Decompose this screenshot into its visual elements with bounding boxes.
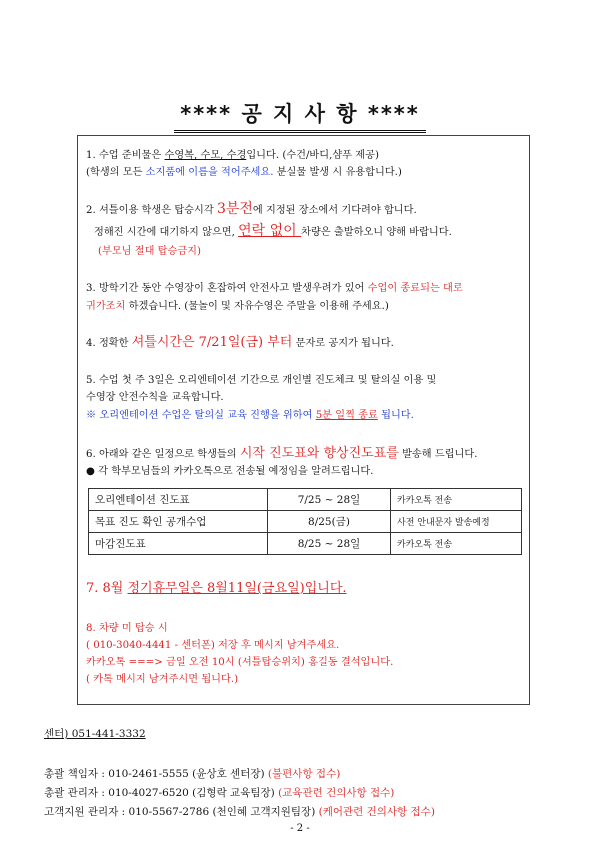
footer-line-2-note: (교육관련 건의사항 접수) <box>278 787 395 799</box>
item-8-line-4: ( 카톡 메시지 남겨주시면 됩니다.) <box>86 674 239 685</box>
schedule-date: 8/25 ~ 28일 <box>268 533 391 555</box>
footer-line-1 <box>44 766 340 781</box>
notice-box <box>77 135 530 705</box>
schedule-name: 오리엔테이션 진도표 <box>89 489 268 511</box>
item-3-text-d: 하겠습니다. (물놀이 및 자유수영은 주말을 이용해 주세요.) <box>125 301 389 312</box>
item-1-line-2 <box>86 166 402 180</box>
schedule-table <box>88 488 522 555</box>
item-1-text-a: 1. 수업 준비물은 <box>86 150 165 161</box>
schedule-date: 7/25 ~ 28일 <box>268 489 391 511</box>
item-6-text-c: 발송해 드립니다. <box>398 449 478 460</box>
page-title: **** 공 지 사 항 **** <box>174 98 426 133</box>
item-1-line-1 <box>86 149 379 163</box>
footer-line-1-text: 총괄 책임자 : 010-2461-5555 (윤상호 센터장) <box>44 768 268 780</box>
item-5-line-3 <box>86 409 414 423</box>
schedule-method: 카카오톡 전송 <box>391 489 522 511</box>
footer-line-1-note: (불편사항 접수) <box>267 768 341 780</box>
item-4-shuttle-date: 셔틀시간은 7/21일(금) 부터 <box>131 335 293 350</box>
schedule-method: 사전 안내문자 발송예정 <box>391 511 522 533</box>
table-row <box>89 511 522 533</box>
item-6-line-1 <box>86 447 477 462</box>
title-wrap <box>0 98 600 133</box>
item-4-text-a: 4. 정확한 <box>86 338 132 349</box>
item-5-text-e: 됩니다. <box>377 410 414 421</box>
item-3-text-a: 3. 방학기간 동안 수영장이 혼잡하여 안전사고 발생우려가 있어 <box>86 283 368 294</box>
item-1-text-d: (학생의 모든 <box>86 167 146 178</box>
item-7-line <box>86 582 347 597</box>
item-3-line-2 <box>86 300 389 314</box>
item-8-line-2: ( 010-3040-4441 - 센터폰) 저장 후 메시지 남겨주세요. <box>86 640 340 651</box>
footer-line-3-text: 고객지원 관리자 : 010-5567-2786 (천인혜 고객지원팀장) <box>44 806 319 818</box>
item-2-no-contact: 연락 없이 <box>238 223 302 239</box>
schedule-method: 카카오톡 전송 <box>391 533 522 555</box>
item-1-name-label-note: 소지품에 이름을 적어주세요. <box>145 167 274 178</box>
page-number: - 2 - <box>290 823 310 834</box>
table-row <box>89 489 522 511</box>
item-6-line-2: ● 각 학부모님들의 카카오톡으로 전송될 예정임을 알려드립니다. <box>86 466 374 477</box>
item-1-text-f: 분실물 발생 시 유용합니다.) <box>273 167 402 178</box>
item-2-line-1 <box>86 202 417 218</box>
item-3-go-home: 귀가조치 <box>86 301 126 312</box>
item-3-end-of-class: 수업이 종료되는 대로 <box>367 283 463 294</box>
item-8-line-3: 카카오톡 ===> 금일 오전 10시 (셔틀탑승위치) 홍길동 결석입니다. <box>86 657 394 668</box>
item-2-line-2 <box>94 224 452 240</box>
item-1-text-c: 입니다. (수건/바디,샴푸 제공) <box>246 150 379 161</box>
center-phone: 센터) 051-441-3332 <box>44 728 146 740</box>
item-2-parents-note: (부모님 절대 탑승금지) <box>98 246 201 257</box>
item-2-three-minutes: 3분전 <box>216 201 253 217</box>
footer-line-3 <box>44 804 435 819</box>
item-5-line-1: 5. 수업 첫 주 3일은 오리엔테이션 기간으로 개인별 진도체크 및 탈의실 이용 및 <box>86 375 437 386</box>
item-7-text-a: 7. 8월 <box>86 581 128 596</box>
item-2-text-a: 2. 셔틀이용 학생은 탑승시각 <box>86 205 217 216</box>
item-2-text-c: 에 지정된 장소에서 기다려야 합니다. <box>252 205 417 216</box>
schedule-date: 8/25(금) <box>268 511 391 533</box>
item-8-line-1: 8. 차량 미 탑승 시 <box>86 623 168 634</box>
item-6-progress-reports: 시작 진도표와 향상진도표를 <box>239 446 399 461</box>
item-1-supplies: 수영복, 수모, 수경 <box>164 150 247 161</box>
item-4-line <box>86 336 394 351</box>
item-5-five-minutes: 5분 일찍 종료 <box>315 410 378 421</box>
item-4-text-c: 문자로 공지가 됩니다. <box>292 338 394 349</box>
footer-line-3-note: (케어관련 건의사항 접수) <box>318 806 435 818</box>
table-row <box>89 533 522 555</box>
footer-line-2 <box>44 785 394 800</box>
footer-line-2-text: 총괄 관리자 : 010-4027-6520 (김형락 교육팀장) <box>44 787 279 799</box>
item-5-line-2: 수영장 안전수칙을 교육합니다. <box>86 392 224 403</box>
item-2-text-d: 정해진 시간에 대기하지 않으면, <box>94 227 239 238</box>
item-3-line-1 <box>86 282 463 296</box>
item-6-text-a: 6. 아래와 같은 일정으로 학생들의 <box>86 449 240 460</box>
schedule-name: 마감진도표 <box>89 533 268 555</box>
schedule-name: 목표 진도 확인 공개수업 <box>89 511 268 533</box>
item-2-text-f: 차량은 출발하오니 양해 바랍니다. <box>301 227 452 238</box>
item-5-text-c: ※ 오리엔테이션 수업은 탈의실 교육 진행을 위하여 <box>86 410 316 421</box>
item-7-holiday: 정기휴무일은 8월11일(금요일)입니다. <box>127 581 347 596</box>
